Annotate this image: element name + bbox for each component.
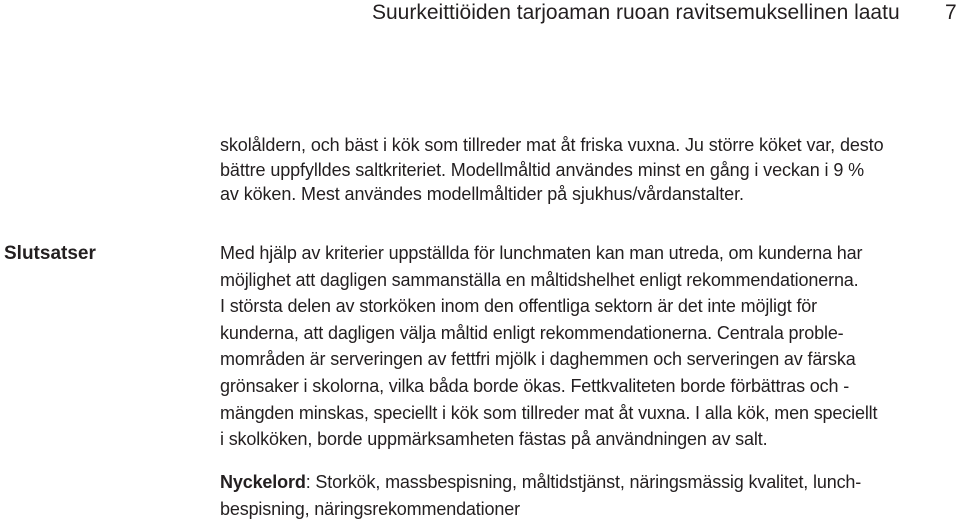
intro-paragraph [220, 133, 940, 207]
conclusions-line: möjlighet att dagligen sammanställa en måltidshelhet enligt rekommendationerna. [220, 267, 940, 294]
conclusions-line: mängden minskas, speciellt i kök som tillreder mat åt vuxna. I alla kök, men speciellt [220, 400, 940, 427]
keywords-paragraph [220, 469, 940, 522]
running-title: Suurkeittiöiden tarjoaman ruoan ravitsemuksellinen laatu [372, 0, 900, 26]
intro-line: bättre uppfylldes saltkriteriet. Modellmåltid användes minst en gång i veckan i 9 % [220, 158, 940, 183]
keywords-text: : Storkök, massbespisning, måltidstjänst, näringsmässig kvalitet, lunch- [306, 472, 861, 492]
keywords-line [220, 469, 940, 496]
conclusions-line: I största delen av storköken inom den offentliga sektorn är det inte möjligt för [220, 293, 940, 320]
conclusions-line: grönsaker i skolorna, vilka båda borde ökas. Fettkvaliteten borde förbättras och - [220, 373, 940, 400]
conclusions-line: kunderna, att dagligen välja måltid enligt rekommendationerna. Centrala proble- [220, 320, 940, 347]
page-number: 7 [945, 0, 957, 26]
intro-line: av köken. Mest användes modellmåltider på sjukhus/vårdanstalter. [220, 182, 940, 207]
conclusions-line: mområden är serveringen av fettfri mjölk i daghemmen och serveringen av färska [220, 346, 940, 373]
section-heading-slutsatser: Slutsatser [4, 241, 96, 267]
page-header [0, 0, 960, 34]
keywords-label: Nyckelord [220, 472, 306, 492]
conclusions-line: i skolköken, borde uppmärksamheten fästas på användningen av salt. [220, 426, 940, 453]
keywords-line: bespisning, näringsrekommendationer [220, 496, 940, 522]
conclusions-line: Med hjälp av kriterier uppställda för lunchmaten kan man utreda, om kunderna har [220, 240, 940, 267]
intro-line: skolåldern, och bäst i kök som tillreder mat åt friska vuxna. Ju större köket var, desto [220, 133, 940, 158]
conclusions-paragraph [220, 240, 940, 453]
